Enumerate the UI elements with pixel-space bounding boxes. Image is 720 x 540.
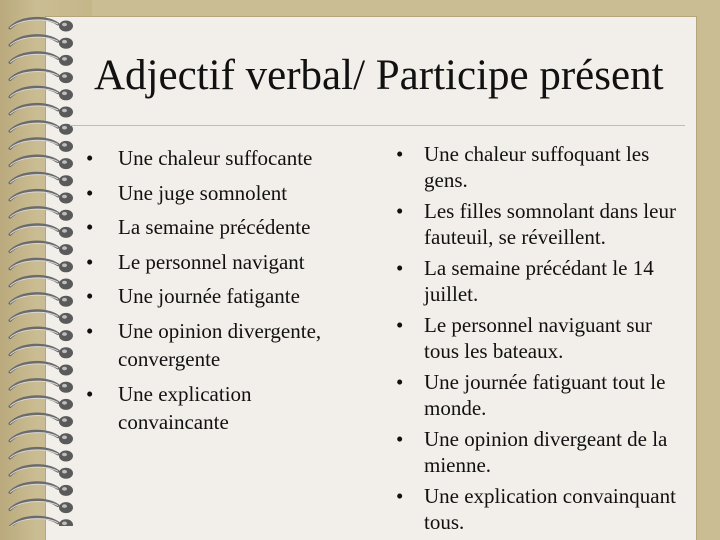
list-item	[392, 483, 692, 535]
title-divider	[70, 125, 685, 126]
list-item-text: Une journée fatiguant tout le monde.	[424, 370, 666, 420]
list-item	[80, 179, 360, 208]
adjective-list	[80, 144, 360, 443]
bullet-icon: •	[86, 381, 94, 406]
bullet-icon: •	[86, 146, 94, 170]
bullet-icon: •	[396, 199, 404, 223]
participle-list	[392, 141, 692, 540]
bullet-icon: •	[86, 284, 94, 308]
bullet-icon: •	[86, 180, 94, 205]
bullet-icon: •	[396, 313, 404, 337]
bullet-icon: •	[396, 370, 404, 394]
list-item-text: Une opinion divergente, convergente	[118, 318, 322, 371]
bullet-icon: •	[86, 249, 94, 274]
list-item	[392, 426, 692, 478]
bullet-icon: •	[86, 318, 94, 343]
list-item	[80, 282, 360, 311]
list-item-text: Une explication convaincante	[118, 381, 252, 434]
bullet-icon: •	[86, 215, 94, 239]
list-item	[80, 213, 360, 242]
list-item	[80, 380, 360, 437]
list-item	[392, 255, 692, 307]
list-item-text: Une journée fatigante	[118, 284, 300, 308]
bullet-icon: •	[396, 484, 404, 508]
list-item-text: La semaine précédente	[118, 215, 311, 239]
list-item-text: Une explication convainquant tous.	[424, 484, 676, 534]
bullet-icon: •	[396, 142, 404, 166]
spiral-binding-icon	[6, 14, 80, 526]
list-item-text: Une opinion divergeant de la mienne.	[424, 427, 668, 477]
list-item-text: Le personnel navigant	[118, 249, 305, 274]
list-item-text: Une chaleur suffocante	[118, 146, 313, 170]
list-item	[392, 141, 692, 193]
bullet-icon: •	[396, 256, 404, 280]
list-item	[80, 317, 360, 374]
bullet-icon: •	[396, 427, 404, 451]
list-item	[392, 369, 692, 421]
list-item	[80, 144, 360, 173]
slide-title: Adjectif verbal/ Participe présent	[94, 52, 664, 99]
list-item-text: La semaine précédant le 14 juillet.	[424, 256, 654, 306]
list-item-text: Une juge somnolent	[118, 180, 288, 205]
list-item	[392, 312, 692, 364]
list-item	[392, 198, 692, 250]
list-item-text: Le personnel naviguant sur tous les bateaux.	[424, 313, 653, 363]
list-item	[80, 248, 360, 277]
list-item-text: Une chaleur suffoquant les gens.	[424, 142, 650, 192]
list-item-text: Les filles somnolant dans leur fauteuil, se réveillent.	[424, 199, 676, 249]
